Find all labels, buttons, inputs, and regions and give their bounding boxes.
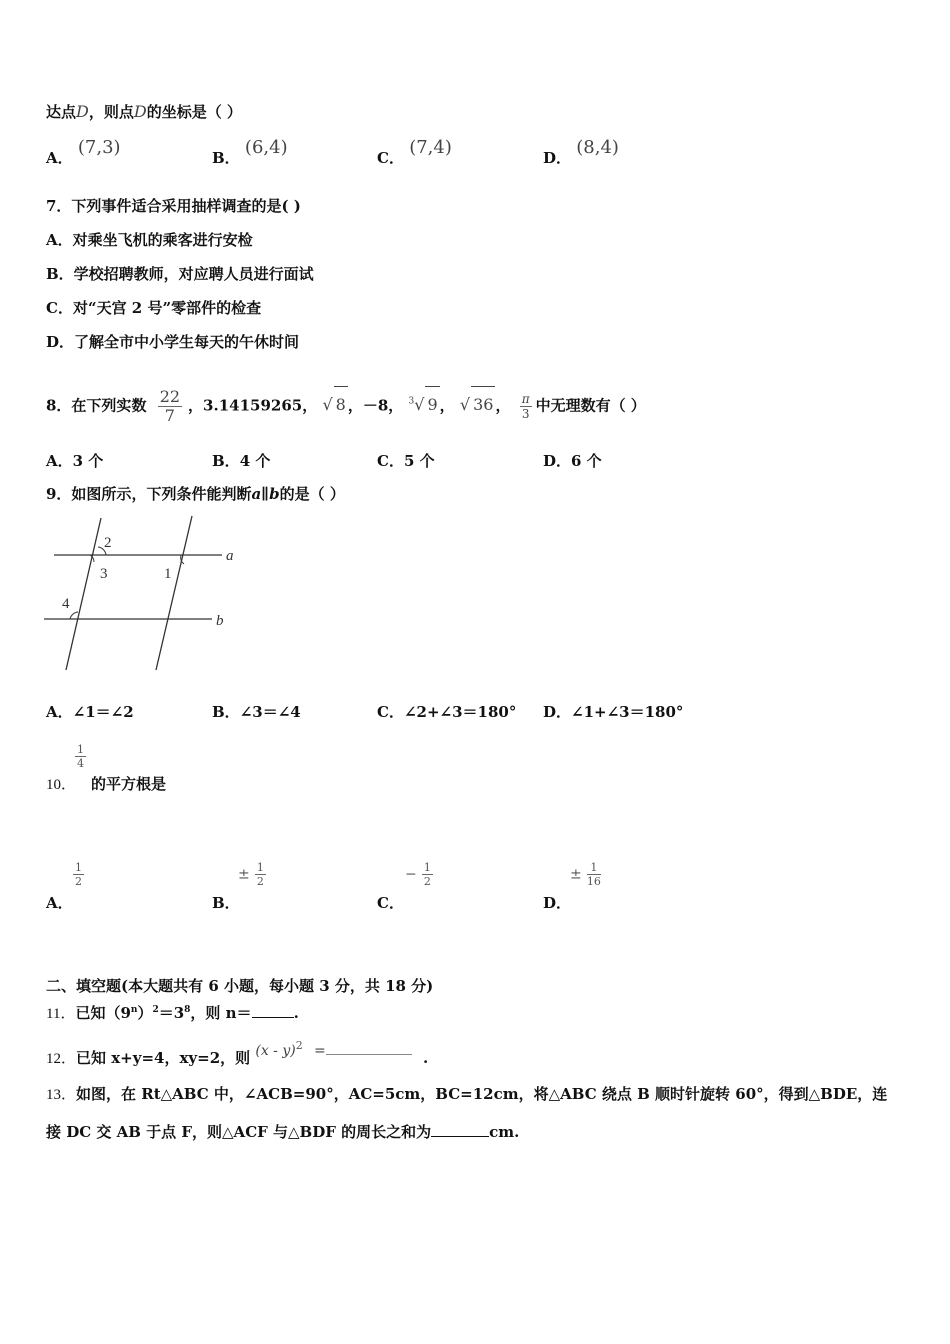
fraction-1-4: $\frac{1}{4}$ — [77, 743, 84, 770]
q13-line2: 接 DC 交 AB 于点 F，则△ACF 与△BDF 的周长之和为 cm. — [46, 1123, 520, 1141]
q6-option-c: C． (7,4) — [377, 137, 452, 167]
q6-option-b: B． (6,4) — [212, 137, 288, 167]
q10-option-b-value: ± $\frac{1}{2}$ — [238, 861, 264, 888]
q8-option-a: A．3 个 — [46, 452, 104, 470]
q13-line1: 13．如图，在 Rt△ABC 中，∠ACB=90°，AC=5cm，BC=12cm，将△ABC 绕点 B 顺时针旋转 60°，得到△BDE，连 — [46, 1085, 888, 1103]
q10-stem-text: 的平方根是 — [91, 775, 167, 793]
label-4: 4 — [62, 596, 70, 612]
q7-option-c: C．对“天宫 2 号”零部件的检查 — [46, 299, 262, 317]
section-2-heading: 二、填空题(本大题共有 6 小题，每小题 3 分，共 18 分) — [46, 977, 434, 995]
q10-option-b: B． — [212, 894, 240, 912]
q6-stem-tail: 达点D，则点D的坐标是（ ） — [46, 102, 242, 121]
fraction-pi-3: $\frac{\pi}{3}$ — [521, 391, 530, 421]
q13-answer-blank[interactable] — [431, 1136, 489, 1137]
label-1: 1 — [164, 566, 172, 582]
q9-option-d: D．∠1+∠3＝180° — [543, 703, 684, 721]
q10-option-c: C． — [377, 894, 404, 912]
transversal-left — [66, 518, 101, 670]
q11: 11．已知$(9^n)^2=3^8$，则 n＝ . — [46, 1004, 299, 1022]
q7-stem: 7．下列事件适合采用抽样调查的是( ) — [46, 197, 301, 215]
label-a: a — [226, 548, 234, 564]
label-b: b — [216, 613, 224, 629]
q10-option-a-value: $\frac{1}{2}$ — [75, 861, 82, 888]
q10-option-d-value: ± $\frac{1}{16}$ — [570, 861, 601, 888]
q10-option-a: A． — [46, 894, 73, 912]
angle-4-arc — [70, 612, 78, 619]
q10-stem: 10． — [46, 777, 77, 793]
q7-option-d: D．了解全市中小学生每天的午休时间 — [46, 333, 300, 351]
q8-option-d: D．6 个 — [543, 452, 602, 470]
sqrt-36: √ 36 — [460, 395, 496, 414]
q7-option-b: B．学校招聘教师，对应聘人员进行面试 — [46, 265, 314, 283]
q12: 12．已知 x+y=4，xy=2，则 (x - y)$^2$ = . — [46, 1039, 429, 1067]
q6-option-a: A． (7,3) — [46, 137, 121, 167]
q10-option-d: D． — [543, 894, 572, 912]
sqrt-8: √ 8 — [322, 395, 347, 414]
q9-stem: 9．如图所示，下列条件能判断a∥b的是（ ） — [46, 485, 345, 503]
q6-option-d: D． (8,4) — [543, 137, 619, 167]
q11-answer-blank[interactable] — [252, 1017, 294, 1018]
q10-option-c-value: − $\frac{1}{2}$ — [405, 861, 431, 888]
q8-option-c: C．5 个 — [377, 452, 435, 470]
q9-option-b: B．∠3＝∠4 — [212, 703, 301, 721]
q7-option-a: A．对乘坐飞机的乘客进行安检 — [46, 231, 253, 249]
label-2: 2 — [104, 535, 112, 551]
q9-option-a: A．∠1＝∠2 — [46, 703, 134, 721]
fraction-22-7: $\frac{22}{7}$ — [159, 386, 181, 425]
transversal-right — [156, 516, 192, 670]
q8-option-b: B．4 个 — [212, 452, 271, 470]
q9-option-c: C．∠2+∠3＝180° — [377, 703, 517, 721]
cbrt-9: $^3$√ 9 — [409, 395, 440, 414]
q12-answer-blank[interactable] — [326, 1054, 412, 1055]
q8-stem: 8．在下列实数 $\frac{22}{7}$ ，3.14159265， √ 8 ，－8， $^3$√ 9 ， √ 36 ， $\frac{\pi}{3}$ 中无理数有（ ） — [46, 386, 646, 425]
parallel-lines-figure — [40, 512, 250, 677]
label-3: 3 — [100, 566, 108, 582]
